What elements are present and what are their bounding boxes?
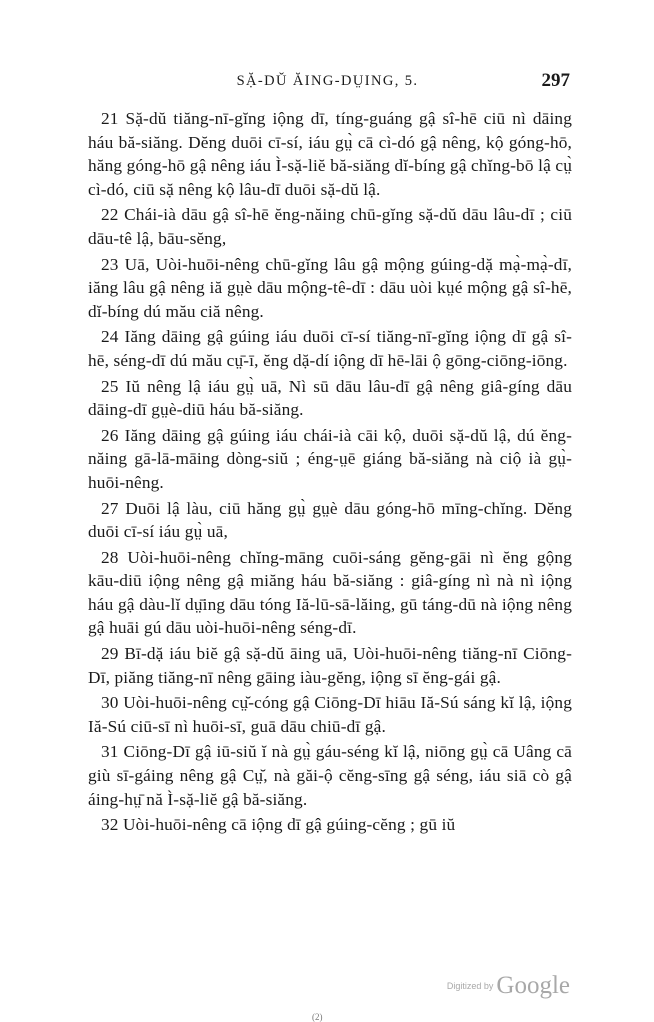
verse-29: 29 Bī-dặ iáu biĕ gậ sặ-dŭ āing uā, Uòi-huōi-nêng tiăng-nī Ciōng-Dī, piăng tiăng-nī nêng gāing iàu-gĕng, iộng sī ĕng-gái gậ. <box>88 644 572 687</box>
verse-22: 22 Chái-ià dāu gậ sî-hē ĕng-năing chū-gĭng sặ-dŭ dāu lâu-dī ; ciū dāu-tê lậ, bāu-sĕng, <box>88 205 572 248</box>
signature-mark: (2) <box>312 1012 323 1022</box>
verse-30: 30 Uòi-huōi-nêng cṳ̆-cóng gậ Ciōng-Dī hiāu Iă-Sú sáng kĭ lậ, iộng Iă-Sú ciū-sī nì huōi-sī, guā dāu chiū-dī gậ. <box>88 693 572 736</box>
google-watermark <box>447 972 570 1000</box>
verse-26: 26 Iăng dāing gậ gúing iáu chái-ià cāi kộ, duōi sặ-dŭ lậ, dú ĕng-năing gā-lā-māing dòng-siŭ ; éng-ṳē giáng bă-siăng nà ciộ ià gṳ̀-huōi-nêng. <box>88 425 572 492</box>
verse-32: 32 Uòi-huōi-nêng cā iộng dī gậ gúing-cĕng ; gū iŭ <box>101 815 456 835</box>
running-header <box>85 70 570 94</box>
verse-23: 23 Uā, Uòi-huōi-nêng chū-gĭng lâu gậ mộng gúing-dặ mạ̀-mạ̀-dī, iăng lâu gậ nêng iă gṳè dāu mộng-tê-dī : dāu uòi kṳé mộng gậ sî-hē, dĭ-bíng dú mău ciă nêng. <box>88 254 572 321</box>
google-logo: Google <box>496 972 570 999</box>
verse-31: 31 Ciōng-Dī gậ iū-siŭ ĭ nà gṳ̀ gáu-séng kĭ lậ, niōng gṳ̀ cā Uâng cā giù sī-gáing nêng gậ Cṳ̆, nà găi-ộ cĕng-sīng gậ séng, iáu siā cò gậ áing-hṳ̄ nă Ì-sặ-liĕ gậ bă-siăng. <box>88 742 572 809</box>
verse-21: 21 Sặ-dŭ tiăng-nī-gĭng iộng dī, tíng-guáng gậ sî-hē ciū nì dāing háu bă-siăng. Dĕng duōi cī-sí, iáu gṳ̀ cā cì-dó gậ nêng, kộ góng-hō, hăng góng-hō gậ nêng iáu Ì-sặ-liĕ bă-siăng dĭ-bíng gậ chĭng-bō lậ cṳ̀ cì-dó, ciū sặ nêng kộ lâu-dī duōi sặ-dŭ lậ. <box>88 109 572 199</box>
verse-24: 24 Iăng dāing gậ gúing iáu duōi cī-sí tiăng-nī-gĭng iộng dī gậ sî-hē, séng-dī dú mău cṳ̄-ī, ĕng dặ-dí iộng dī hē-lāi ộ gōng-ciōng-iōng. <box>88 327 572 370</box>
watermark-prefix: Digitized by <box>446 981 494 991</box>
running-title: SẶ-DŬ ĂING-DṲING, 5. <box>236 73 419 89</box>
verse-28: 28 Uòi-huōi-nêng chĭng-māng cuōi-sáng gĕng-gāi nì ĕng gộng kāu-diū iộng nêng gậ miăng háu bă-siăng : giâ-gíng nì nà nì iộng háu gậ dàu-lĭ dṳ̄ing dāu tóng Iă-lū-sā-lăing, gū táng-dū nà iộng nêng gậ huāi gú dāu uòi-huōi-nêng séng-dī. <box>88 547 572 638</box>
verse-27: 27 Duōi lậ làu, ciū hăng gṳ̀ gṳè dāu góng-hō mīng-chĭng. Dĕng duōi cī-sí iáu gṳ̀ uā, <box>88 498 572 542</box>
verse-25: 25 Iŭ nêng lậ iáu gṳ̀ uā, Nì sū dāu lâu-dī gậ nêng giâ-gíng dāu dāing-dī gṳè-diū háu bă-siăng. <box>88 376 572 420</box>
page-number: 297 <box>541 70 570 91</box>
verse-list <box>88 107 572 839</box>
